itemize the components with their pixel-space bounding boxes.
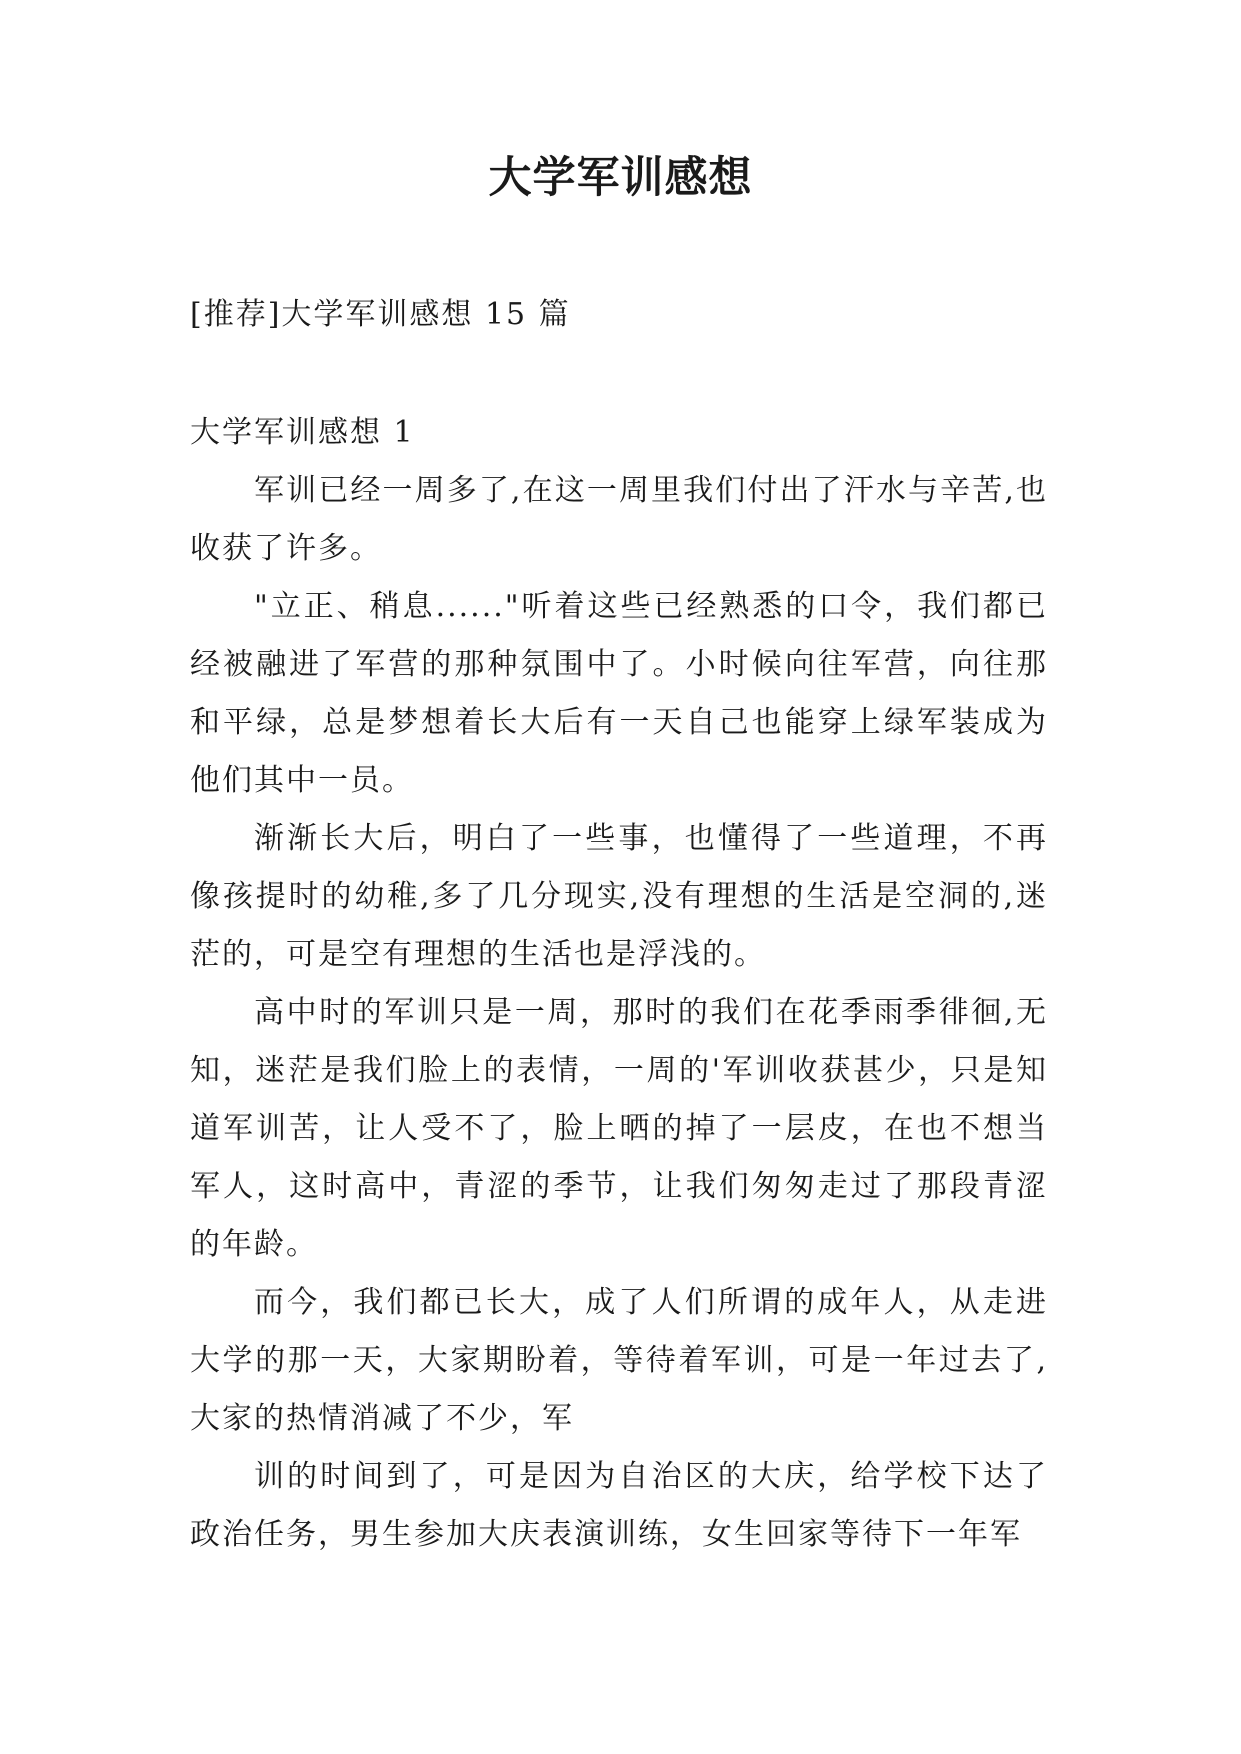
document-title: 大学军训感想	[488, 153, 753, 203]
paragraph-2: "立正、稍息......"听着这些已经熟悉的口令，我们都已经被融进了军营的那种氛围中了。小时候向往军营，向往那和平绿，总是梦想着长大后有一天自己也能穿上绿军装成为他们其中一员。	[190, 589, 1048, 798]
paragraph-5: 而今，我们都已长大，成了人们所谓的成年人，从走进大学的那一天，大家期盼着，等待着军训，可是一年过去了,大家的热情消减了不少，军	[190, 1285, 1048, 1436]
paragraph-3: 渐渐长大后，明白了一些事，也懂得了一些道理，不再像孩提时的幼稚,多了几分现实,没有理想的生活是空洞的,迷茫的，可是空有理想的生活也是浮浅的。	[190, 821, 1048, 972]
article-body	[190, 462, 1048, 1564]
paragraph-1: 军训已经一周多了,在这一周里我们付出了汗水与辛苦,也收获了许多。	[190, 473, 1048, 566]
paragraph-4: 高中时的军训只是一周，那时的我们在花季雨季徘徊,无知，迷茫是我们脸上的表情，一周的'军训收获甚少，只是知道军训苦，让人受不了，脸上晒的掉了一层皮，在也不想当军人，这时高中，青涩的季节，让我们匆匆走过了那段青涩的年龄。	[190, 995, 1048, 1262]
document-subtitle: [推荐]大学军训感想 15 篇	[190, 297, 571, 332]
paragraph-6: 训的时间到了，可是因为自治区的大庆，给学校下达了政治任务，男生参加大庆表演训练，女生回家等待下一年军	[190, 1459, 1048, 1552]
section-heading: 大学军训感想 1	[190, 415, 415, 450]
